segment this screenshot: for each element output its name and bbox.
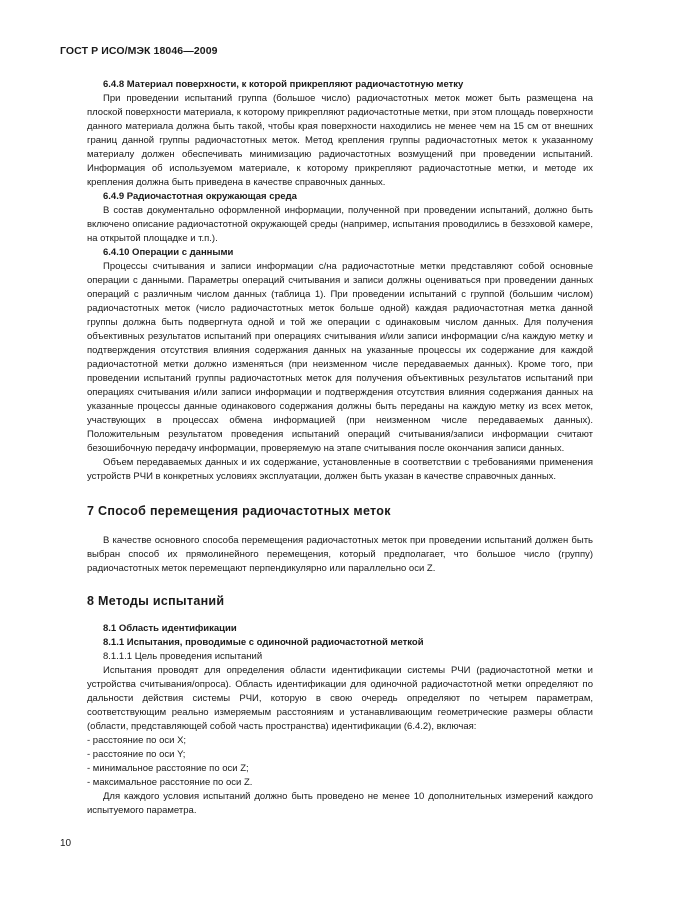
page-content bbox=[87, 78, 593, 818]
paragraph: Испытания проводят для определения области идентификации системы РЧИ (радиочастотной метки и устройства считывания/опроса). Область идентификации для одиночной радиочастотной метки определяют по дальности действия системы РЧИ, которую в свою очередь определяют по четырем параметрам, соответствующим реально измеряемым расстояниям и устанавливающим геометрические размеры области (области, представляющей собой часть пространства) идентификации (6.4.2), включая: bbox=[87, 665, 593, 732]
paragraph: При проведении испытаний группа (большое число) радиочастотных меток может быть размещена на плоской поверхности материала, к которому прикрепляют радиочастотные метки, при этом площадь поверхности данного материала должна быть такой, чтобы края поверхности находились не менее чем на 15 см от внешних границ данной группы радиочастотных меток. Метод крепления группы радиочастотных меток к указанному материалу должен обеспечивать минимизацию радиочастотных возмущений при проведении испытаний. Информация об используемом материале, к которому прикрепляют радиочастотные метки, и методе их крепления должна быть приведена в качестве справочных данных. bbox=[87, 93, 593, 188]
list-item: - минимальное расстояние по оси Z; bbox=[87, 763, 249, 774]
paragraph: Объем передаваемых данных и их содержание, установленные в соответствии с требованиями применения устройств РЧИ в конкретных условиях эксплуатации, должен быть указан в качестве справочных данных. bbox=[87, 457, 593, 482]
subsection-heading: 8.1 Область идентификации bbox=[103, 623, 237, 634]
subsection-heading: 6.4.10 Операции с данными bbox=[103, 247, 234, 258]
paragraph: В качестве основного способа перемещения радиочастотных меток при проведении испытаний должен быть выбран способ их прямолинейного перемещения, который предполагает, что большое число (группу) радиочастотных меток перемещают перпендикулярно или параллельно оси Z. bbox=[87, 535, 593, 574]
section-heading: 8 Методы испытаний bbox=[87, 594, 225, 608]
paragraph: В состав документально оформленной информации, полученной при проведении испытаний, должно быть включено описание радиочастотной окружающей среды (например, испытания проводились в безэховой камере, на открытой площадке и т.п.). bbox=[87, 205, 593, 244]
subsection-heading: 6.4.8 Материал поверхности, к которой прикрепляют радиочастотную метку bbox=[103, 79, 464, 90]
list-item: - максимальное расстояние по оси Z. bbox=[87, 777, 253, 788]
list-item: - расстояние по оси Y; bbox=[87, 749, 186, 760]
paragraph: Для каждого условия испытаний должно быть проведено не менее 10 дополнительных измерений каждого испытуемого параметра. bbox=[87, 791, 593, 816]
standard-header: ГОСТ Р ИСО/МЭК 18046—2009 bbox=[60, 45, 218, 57]
subsection-heading: 6.4.9 Радиочастотная окружающая среда bbox=[103, 191, 297, 202]
clause-heading: 8.1.1.1 Цель проведения испытаний bbox=[103, 651, 263, 662]
list-item: - расстояние по оси X; bbox=[87, 735, 187, 746]
page-number: 10 bbox=[60, 838, 72, 849]
subsection-heading: 8.1.1 Испытания, проводимые с одиночной радиочастотной меткой bbox=[103, 637, 424, 648]
paragraph: Процессы считывания и записи информации с/на радиочастотные метки представляют собой основные операции с данными. Параметры операций считывания и записи должны оцениваться при проведении данных операций с различным числом данных (таблица 1). При проведении испытаний с группой (большим числом) радиочастотных меток (число радиочастотных меток больше одной) каждая радиочастотная метка данной группы должна быть подвергнута одной и той же операции с одинаковым числом данных. Для получения объективных результатов испытаний при операциях считывания и/или записи информации с/на каждую метку и подтверждения отсутствия влияния содержания данных на указанные процессы их содержание для каждой радиочастотной метки должно изменяться (при неизменном числе передаваемых данных). Кроме того, при проведении испытаний группы радиочастотных меток для получения объективных результатов испытаний при операциях считывания и/или записи информации и подтверждения отсутствия влияния содержания данных на указанные процессы данные одинакового содержания должны быть переданы на каждую метку из всех меток, участвующих в процессах обмена информацией (при неизменном числе передаваемых данных). Положительным результатом проведения испытаний операций считывания/записи информации считают безошибочную передачу информации, проверяемую на этапе считывания после окончания записи данных. bbox=[87, 261, 593, 454]
section-heading: 7 Способ перемещения радиочастотных меток bbox=[87, 504, 391, 518]
